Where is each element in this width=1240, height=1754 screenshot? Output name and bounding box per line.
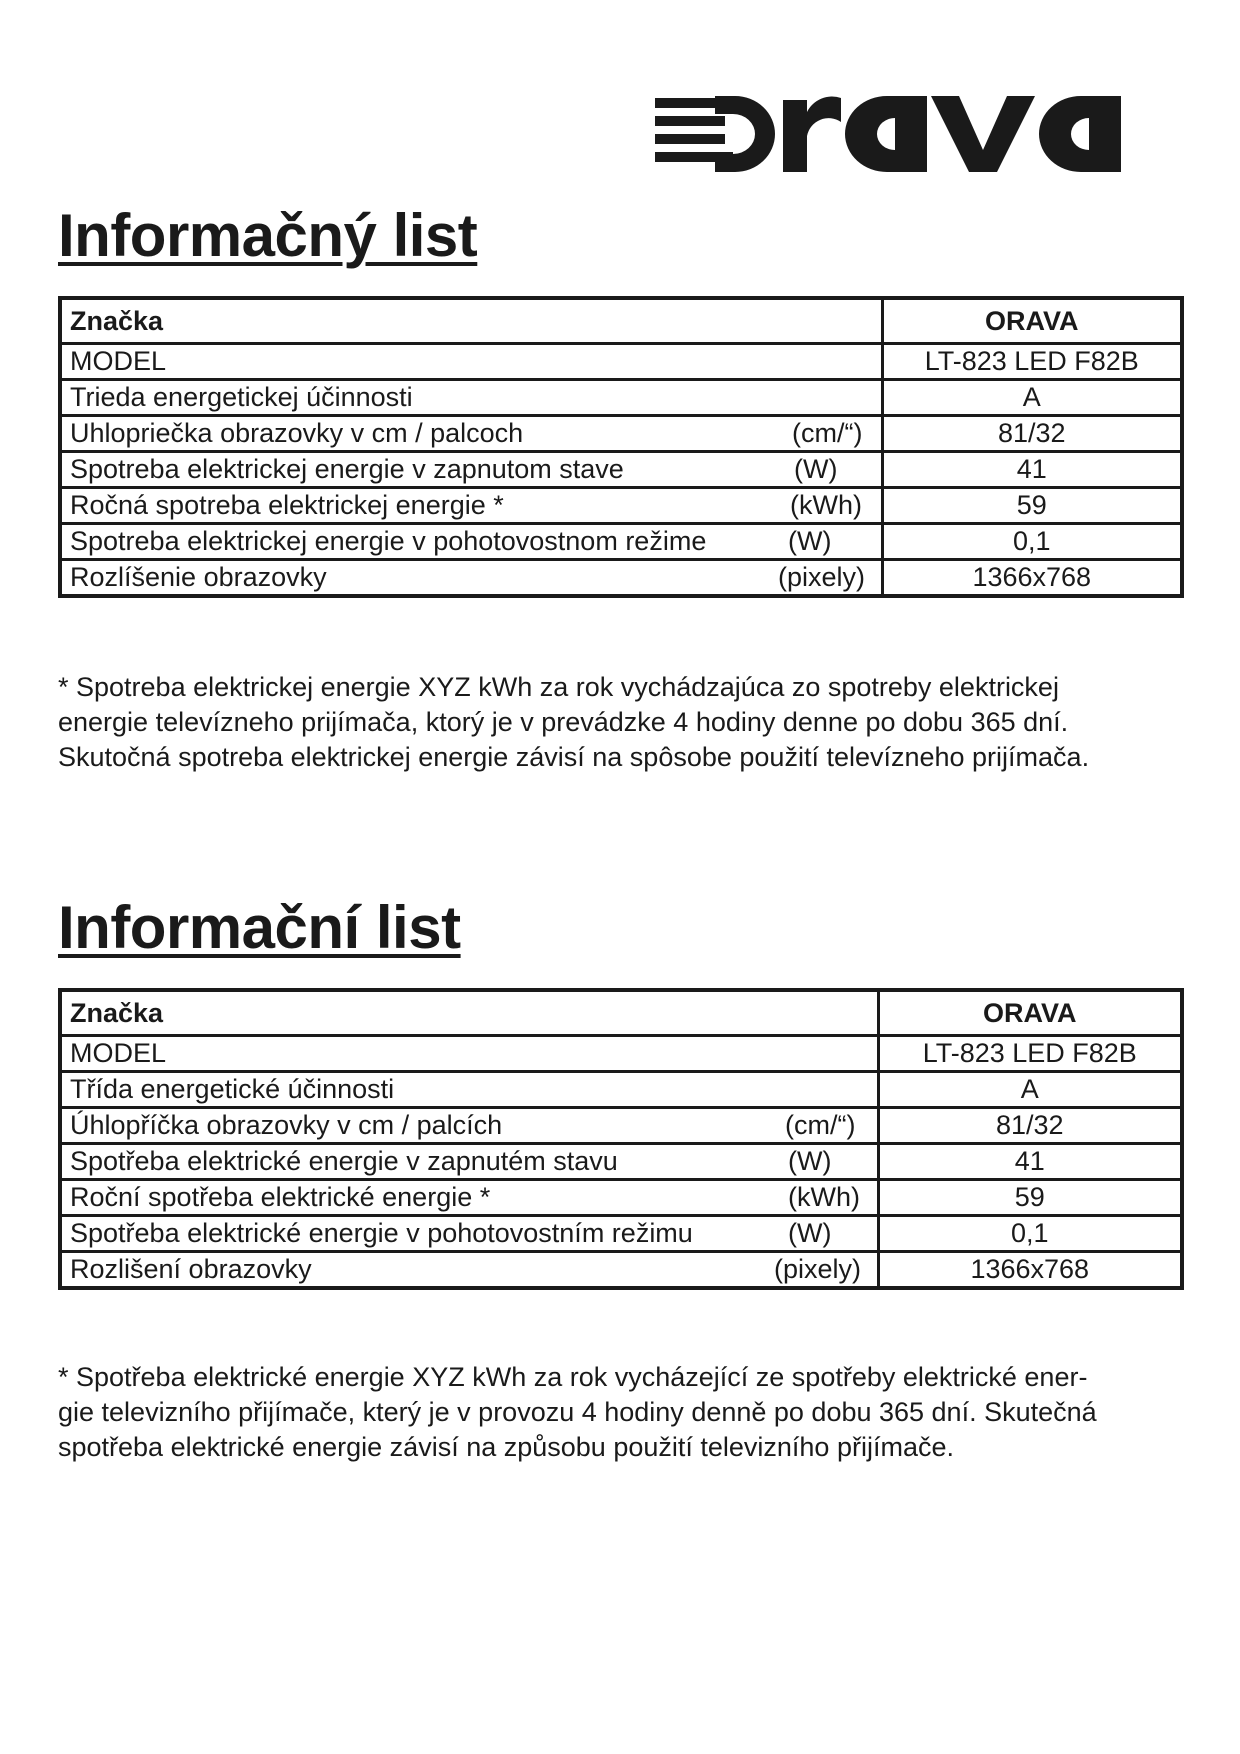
table-row (60, 380, 1182, 416)
table-row (60, 524, 1182, 560)
table-row (60, 1036, 1182, 1072)
footnote-line: gie televizního přijímače, který je v provozu 4 hodiny denně po dobu 365 dní. Skutečná (58, 1397, 1097, 1427)
sheet-title: Informační list (58, 894, 461, 961)
footnote-line: Skutočná spotreba elektrickej energie závisí na spôsobe použití televízneho prijímača. (58, 742, 1090, 772)
table-row (60, 344, 1182, 380)
spec-table (58, 988, 1184, 1290)
table-row (60, 1144, 1182, 1180)
row-value: 81/32 (882, 416, 1182, 452)
row-value: 41 (882, 452, 1182, 488)
row-unit: (kWh) (790, 490, 862, 520)
row-label: Spotřeba elektrické energie v zapnutém stavu (70, 1146, 618, 1176)
table-row (60, 488, 1182, 524)
footnote-line: * Spotreba elektrickej energie XYZ kWh za rok vychádzajúca zo spotreby elektrickej (58, 672, 1059, 702)
table-row (60, 416, 1182, 452)
row-value: 41 (878, 1144, 1182, 1180)
row-value: ORAVA (878, 990, 1182, 1036)
row-value: LT-823 LED F82B (882, 344, 1182, 380)
row-unit: (pixely) (778, 562, 866, 592)
row-value: A (882, 380, 1182, 416)
row-label-cell (60, 1108, 878, 1144)
footnote-line: energie televízneho prijímača, ktorý je v prevádzke 4 hodiny denne po dobu 365 dní. (58, 707, 1069, 737)
sheet-title: Informačný list (58, 202, 478, 269)
row-label: Uhlopriečka obrazovky v cm / palcoch (70, 418, 524, 448)
row-label: Značka (60, 298, 882, 344)
row-label: Roční spotřeba elektrické energie * (70, 1182, 491, 1212)
row-label-cell (60, 1144, 878, 1180)
row-label-cell (60, 416, 882, 452)
row-label: Rozlišení obrazovky (70, 1254, 312, 1284)
spec-table (58, 296, 1184, 598)
info-sheet-czech (58, 892, 1180, 1465)
info-sheet-slovak (58, 200, 1180, 775)
row-label: Spotreba elektrickej energie v zapnutom stave (70, 454, 624, 484)
table-row (60, 1108, 1182, 1144)
row-unit: (W) (794, 454, 838, 484)
row-unit: (W) (788, 1146, 832, 1176)
row-label: MODEL (60, 344, 882, 380)
table-row (60, 452, 1182, 488)
table-row (60, 1216, 1182, 1252)
row-unit: (cm/“) (792, 418, 863, 448)
row-value: ORAVA (882, 298, 1182, 344)
table-row (60, 1072, 1182, 1108)
row-value: LT-823 LED F82B (878, 1036, 1182, 1072)
table-row (60, 1252, 1182, 1289)
row-value: 1366x768 (878, 1252, 1182, 1289)
row-value: 81/32 (878, 1108, 1182, 1144)
row-value: 0,1 (882, 524, 1182, 560)
table-row (60, 560, 1182, 597)
footnote (58, 1360, 1180, 1465)
table-row (60, 1180, 1182, 1216)
row-unit: (W) (788, 1218, 832, 1248)
row-label-cell (60, 1252, 878, 1289)
table-row (60, 990, 1182, 1036)
row-unit: (cm/“) (785, 1110, 856, 1140)
row-value: 59 (882, 488, 1182, 524)
row-unit: (W) (788, 526, 832, 556)
row-label: Úhlopříčka obrazovky v cm / palcích (70, 1110, 503, 1140)
row-label: Značka (60, 990, 878, 1036)
row-value: 59 (878, 1180, 1182, 1216)
row-value: A (878, 1072, 1182, 1108)
row-label: Spotreba elektrickej energie v pohotovostnom režime (70, 526, 707, 556)
row-unit: (pixely) (774, 1254, 862, 1284)
row-label-cell (60, 1216, 878, 1252)
row-label-cell (60, 452, 882, 488)
row-unit: (kWh) (788, 1182, 860, 1212)
row-label-cell (60, 1180, 878, 1216)
row-label: MODEL (60, 1036, 878, 1072)
footnote-line: * Spotřeba elektrické energie XYZ kWh za rok vycházející ze spotřeby elektrické ener- (58, 1362, 1088, 1392)
row-label-cell (60, 560, 882, 597)
row-label-cell (60, 488, 882, 524)
row-value: 0,1 (878, 1216, 1182, 1252)
row-label: Trieda energetickej účinnosti (60, 380, 882, 416)
table-row (60, 298, 1182, 344)
footnote-line: spotřeba elektrické energie závisí na způsobu použití televizního přijímače. (58, 1432, 954, 1462)
row-label: Spotřeba elektrické energie v pohotovostním režimu (70, 1218, 693, 1248)
row-label-cell (60, 524, 882, 560)
row-label: Třída energetické účinnosti (60, 1072, 878, 1108)
row-label: Rozlíšenie obrazovky (70, 562, 327, 592)
row-value: 1366x768 (882, 560, 1182, 597)
footnote (58, 670, 1180, 775)
row-label: Ročná spotreba elektrickej energie * (70, 490, 504, 520)
orava-logo (655, 92, 1135, 178)
